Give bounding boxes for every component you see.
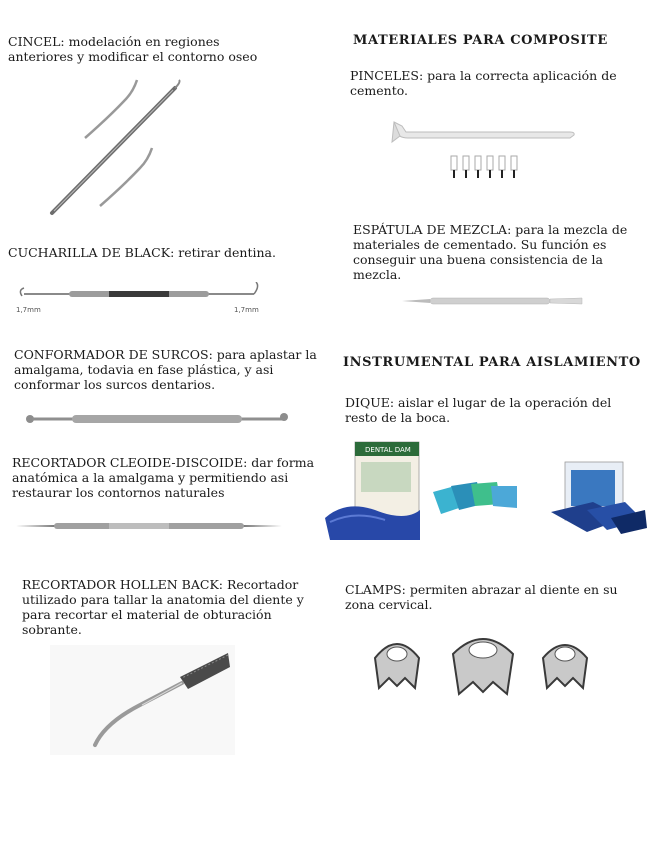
hollenback-description: RECORTADOR HOLLEN BACK: Recortador utilizado para tallar la anatomia del diente y para recortar el material de obturación sobrante. [22,577,304,637]
cincel-description: CINCEL: modelación en regiones anteriores y modificar el contorno oseo [8,34,258,64]
heading-materiales-composite: MATERIALES PARA COMPOSITE [353,33,608,48]
recortador-cleoide-image [14,518,284,534]
clamps-image [365,628,605,708]
clamps-description: CLAMPS: permiten abrazar al diente en su zona cervical. [345,582,618,612]
cucharilla-size-right: 1,7mm [234,306,259,314]
pinceles-image [388,116,578,188]
cucharilla-image [14,282,264,316]
hollenback-image [50,645,235,755]
espatula-description: ESPÁTULA DE MEZCLA: para la mezcla de materiales de cementado. Su función es conseguir una buena consistencia de la mezcla. [353,222,628,282]
cincel-image [40,78,190,218]
espatula-image [400,294,585,308]
dique-box-label: DENTAL DAM [365,446,411,454]
cucharilla-description: CUCHARILLA DE BLACK: retirar dentina. [8,245,276,260]
recortador-cleoide-description: RECORTADOR CLEOIDE-DISCOIDE: dar forma anatómica a la amalgama y permitiendo asi restaurar los contornos naturales [12,455,315,500]
conformador-description: CONFORMADOR DE SURCOS: para aplastar la amalgama, todavia en fase plástica, y asi conformar los surcos dentarios. [14,347,317,392]
heading-instrumental-aislamiento: INSTRUMENTAL PARA AISLAMIENTO [343,355,641,370]
dique-description: DIQUE: aislar el lugar de la operación del resto de la boca. [345,395,612,425]
cucharilla-size-left: 1,7mm [16,306,41,314]
dique-image [325,440,650,545]
conformador-image [22,408,292,430]
pinceles-description: PINCELES: para la correcta aplicación de cemento. [350,68,617,98]
